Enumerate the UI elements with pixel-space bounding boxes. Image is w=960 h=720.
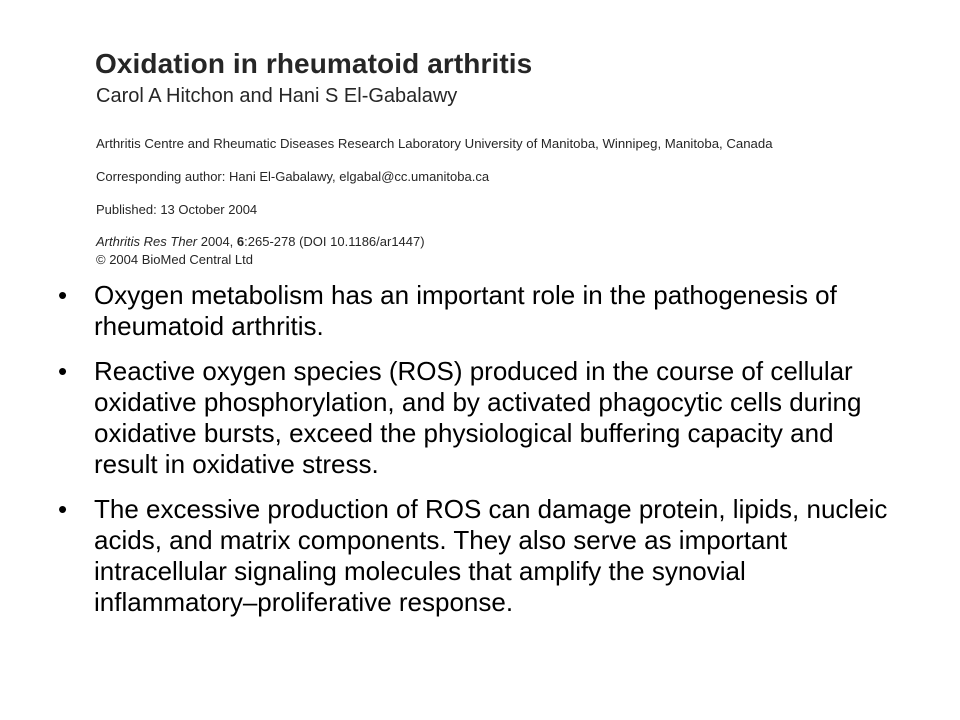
bullet-list	[58, 280, 898, 632]
corresponding-author: Corresponding author: Hani El-Gabalawy, elgabal@cc.umanitoba.ca	[96, 169, 490, 184]
article-header-image	[95, 40, 865, 267]
bullet-item	[58, 356, 898, 480]
copyright-line: © 2004 BioMed Central Ltd	[96, 252, 254, 267]
bullet-text: Oxygen metabolism has an important role in the pathogenesis of rheumatoid arthritis.	[94, 280, 837, 341]
citation-pages-doi: :265-278 (DOI 10.1186/ar1447)	[244, 234, 425, 249]
bullet-icon: •	[58, 356, 68, 386]
bullet-text: The excessive production of ROS can damage protein, lipids, nucleic acids, and matrix components. They also serve as important intracellular signaling molecules that amplify the synovial inflammatory–proliferative response.	[94, 494, 888, 617]
article-citation	[96, 234, 425, 250]
article-title: Oxidation in rheumatoid arthritis	[95, 48, 533, 79]
citation-volume: 6	[236, 234, 245, 249]
bullet-item	[58, 280, 898, 342]
published-date: Published: 13 October 2004	[96, 202, 258, 217]
bullet-item	[58, 494, 898, 618]
article-authors: Carol A Hitchon and Hani S El-Gabalawy	[96, 85, 458, 107]
article-affiliation: Arthritis Centre and Rheumatic Diseases Research Laboratory University of Manitoba, Winnipeg, Manitoba, Canada	[96, 136, 773, 151]
citation-journal: Arthritis Res Ther	[96, 234, 198, 249]
citation-year: 2004,	[197, 234, 237, 249]
bullet-icon: •	[58, 280, 68, 310]
bullet-icon: •	[58, 494, 68, 524]
bullet-text: Reactive oxygen species (ROS) produced in the course of cellular oxidative phosphorylation, and by activated phagocytic cells during oxidative bursts, exceed the physiological buffering capacity and result in oxidative stress.	[94, 356, 862, 479]
